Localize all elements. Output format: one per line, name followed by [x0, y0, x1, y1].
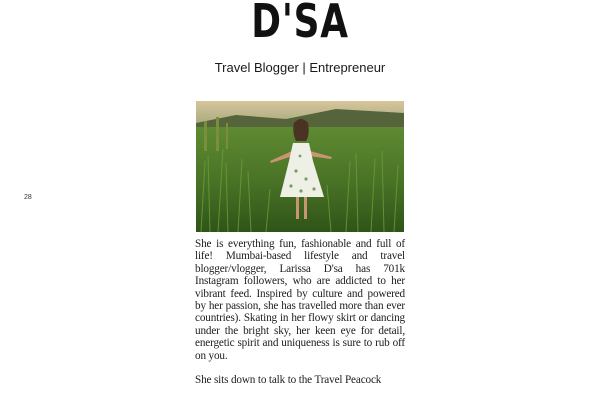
feature-photo [196, 101, 404, 232]
article-paragraph: She sits down to talk to the Travel Peacock [195, 374, 382, 387]
brand-logo: D'SA [251, 0, 349, 48]
article-body [195, 238, 405, 398]
photo-illustration [196, 101, 404, 232]
article-paragraph: She is everything fun, fashionable and full of life! Mumbai-based lifestyle and travel blogger/vlogger, Larissa D'sa has 701k Instagram followers, who are addicted to her vibrant feed. Inspired by culture and powered by her passion, she has travelled more than ever countries). Skating in her flowy skirt or dancing under the bright sky, her keen eye for detail, energetic spirit and uniqueness is sure to rub off on you. [195, 238, 405, 362]
page-number: 28 [24, 194, 32, 201]
page-subtitle: Travel Blogger | Entrepreneur [214, 60, 386, 75]
